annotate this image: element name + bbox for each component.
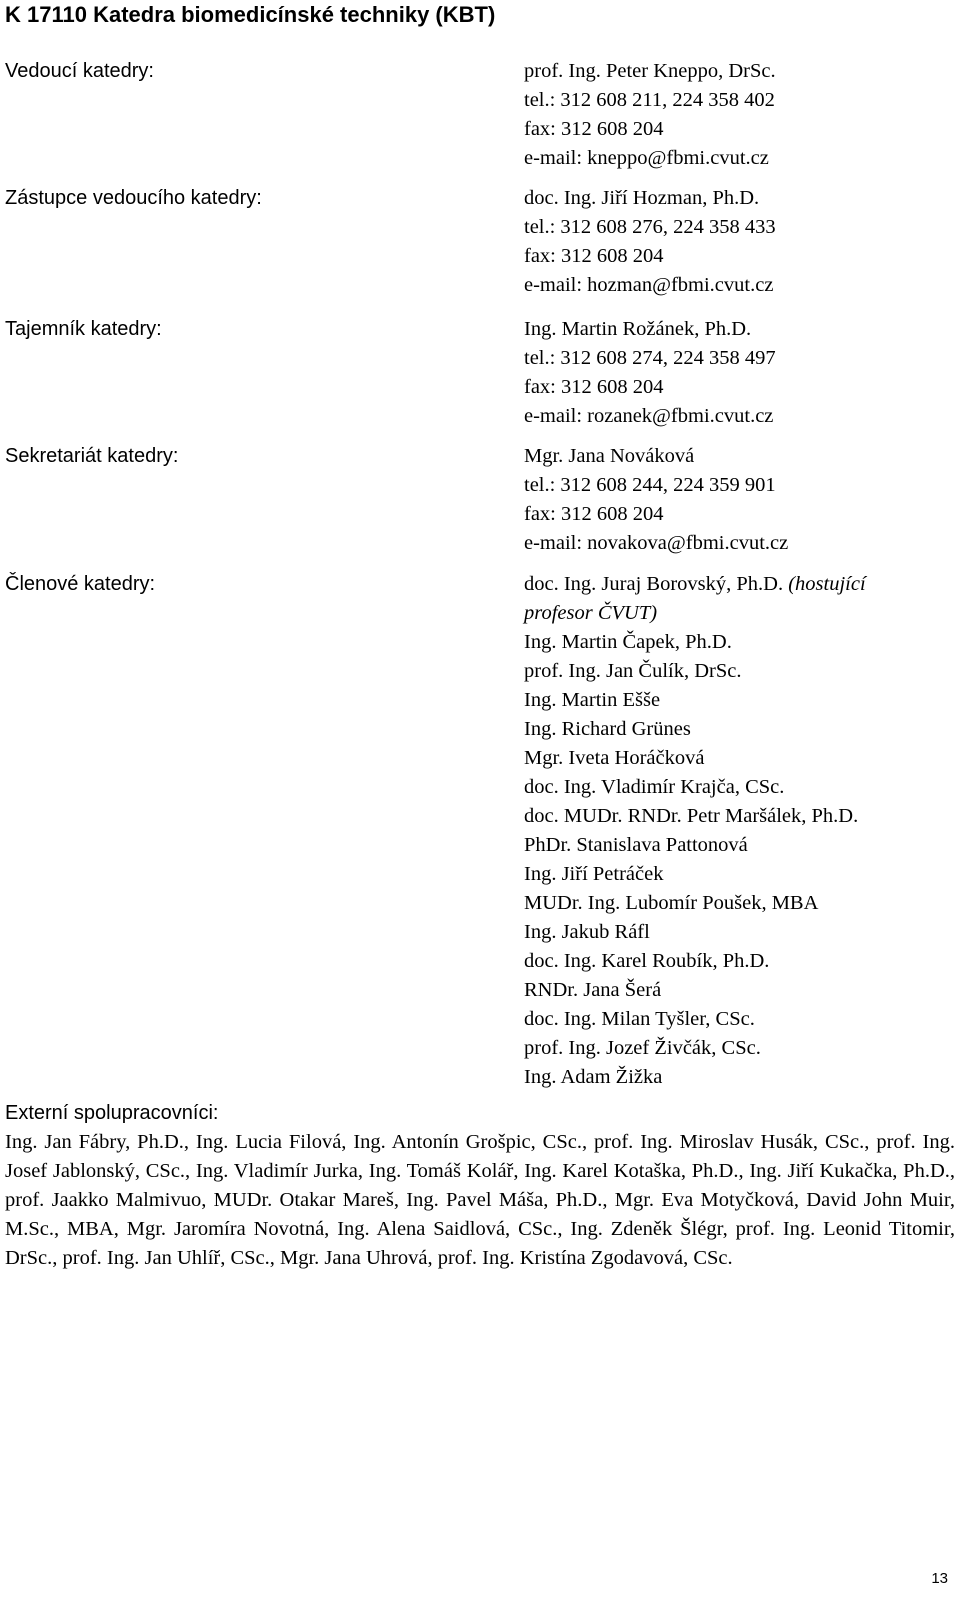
office-contact	[524, 442, 788, 558]
member-item: doc. MUDr. RNDr. Petr Maršálek, Ph.D.	[524, 805, 859, 827]
member-item: prof. Ing. Jozef Živčák, CSc.	[524, 1037, 761, 1059]
member-item: Ing. Adam Žižka	[524, 1066, 663, 1088]
deputy-name: doc. Ing. Jiří Hozman, Ph.D.	[524, 187, 760, 209]
office-email: e-mail: novakova@fbmi.cvut.cz	[524, 532, 789, 554]
office-label: Sekretariát katedry:	[5, 445, 179, 467]
member-item: PhDr. Stanislava Pattonová	[524, 834, 748, 856]
head-contact	[524, 57, 776, 173]
office-tel: tel.: 312 608 244, 224 359 901	[524, 474, 776, 496]
deputy-tel: tel.: 312 608 276, 224 358 433	[524, 216, 776, 238]
member-item: Ing. Jakub Ráfl	[524, 921, 650, 943]
page-title: K 17110 Katedra biomedicínské techniky (KBT)	[5, 2, 496, 27]
head-email: e-mail: kneppo@fbmi.cvut.cz	[524, 147, 769, 169]
office-name: Mgr. Jana Nováková	[524, 445, 695, 467]
secretary-name: Ing. Martin Rožánek, Ph.D.	[524, 318, 752, 340]
page-number: 13	[931, 1570, 948, 1587]
secretary-label: Tajemník katedry:	[5, 318, 162, 340]
head-label: Vedoucí katedry:	[5, 60, 154, 82]
member-item: doc. Ing. Karel Roubík, Ph.D.	[524, 950, 770, 972]
office-fax: fax: 312 608 204	[524, 503, 664, 525]
member-first-name: doc. Ing. Juraj Borovský, Ph.D.	[524, 573, 789, 595]
member-item: Ing. Martin Čapek, Ph.D.	[524, 631, 732, 653]
head-name: prof. Ing. Peter Kneppo, DrSc.	[524, 60, 776, 82]
secretary-email: e-mail: rozanek@fbmi.cvut.cz	[524, 405, 774, 427]
member-first	[524, 570, 866, 599]
member-item: doc. Ing. Milan Tyšler, CSc.	[524, 1008, 755, 1030]
secretary-contact	[524, 315, 776, 431]
member-first-note-cont: profesor ČVUT)	[524, 602, 658, 624]
member-item: Ing. Martin Ešše	[524, 689, 661, 711]
external-collaborators-text: Ing. Jan Fábry, Ph.D., Ing. Lucia Filová, Ing. Antonín Grošpic, CSc., prof. Ing. Miroslav Husák, CSc., prof. Ing. Josef Jablonský, CSc., Ing. Vladimír Jurka, Ing. Tomáš Kolář, Ing. Karel Kotaška, Ph.D., Ing. Jiří Kukačka, Ph.D., prof. Jaakko Malmivuo, MUDr. Otakar Mareš, Ing. Pavel Máša, Ph.D., Mgr. Eva Motyčková, David John Muir, M.Sc., MBA, Mgr. Jaromíra Novotná, Ing. Alena Saidlová, CSc., Ing. Zdeněk Šlégr, prof. Ing. Leonid Titomir, DrSc., prof. Ing. Jan Uhlíř, CSc., Mgr. Jana Uhrová, prof. Ing. Kristína Zgodavová, CSc.	[5, 1131, 955, 1269]
member-item: Ing. Richard Grünes	[524, 718, 691, 740]
head-fax: fax: 312 608 204	[524, 118, 664, 140]
deputy-email: e-mail: hozman@fbmi.cvut.cz	[524, 274, 774, 296]
member-item: Mgr. Iveta Horáčková	[524, 747, 705, 769]
members-list	[524, 570, 866, 1092]
deputy-fax: fax: 312 608 204	[524, 245, 664, 267]
secretary-fax: fax: 312 608 204	[524, 376, 664, 398]
member-item: prof. Ing. Jan Čulík, DrSc.	[524, 660, 742, 682]
member-item: Ing. Jiří Petráček	[524, 863, 664, 885]
deputy-contact	[524, 184, 776, 300]
external-label: Externí spolupracovníci:	[5, 1102, 219, 1124]
head-tel: tel.: 312 608 211, 224 358 402	[524, 89, 775, 111]
secretary-tel: tel.: 312 608 274, 224 358 497	[524, 347, 776, 369]
member-item: MUDr. Ing. Lubomír Poušek, MBA	[524, 892, 819, 914]
members-label: Členové katedry:	[5, 573, 156, 595]
deputy-label: Zástupce vedoucího katedry:	[5, 187, 262, 209]
member-item: RNDr. Jana Šerá	[524, 979, 662, 1001]
member-first-note: (hostující	[788, 573, 866, 595]
member-item: doc. Ing. Vladimír Krajča, CSc.	[524, 776, 785, 798]
